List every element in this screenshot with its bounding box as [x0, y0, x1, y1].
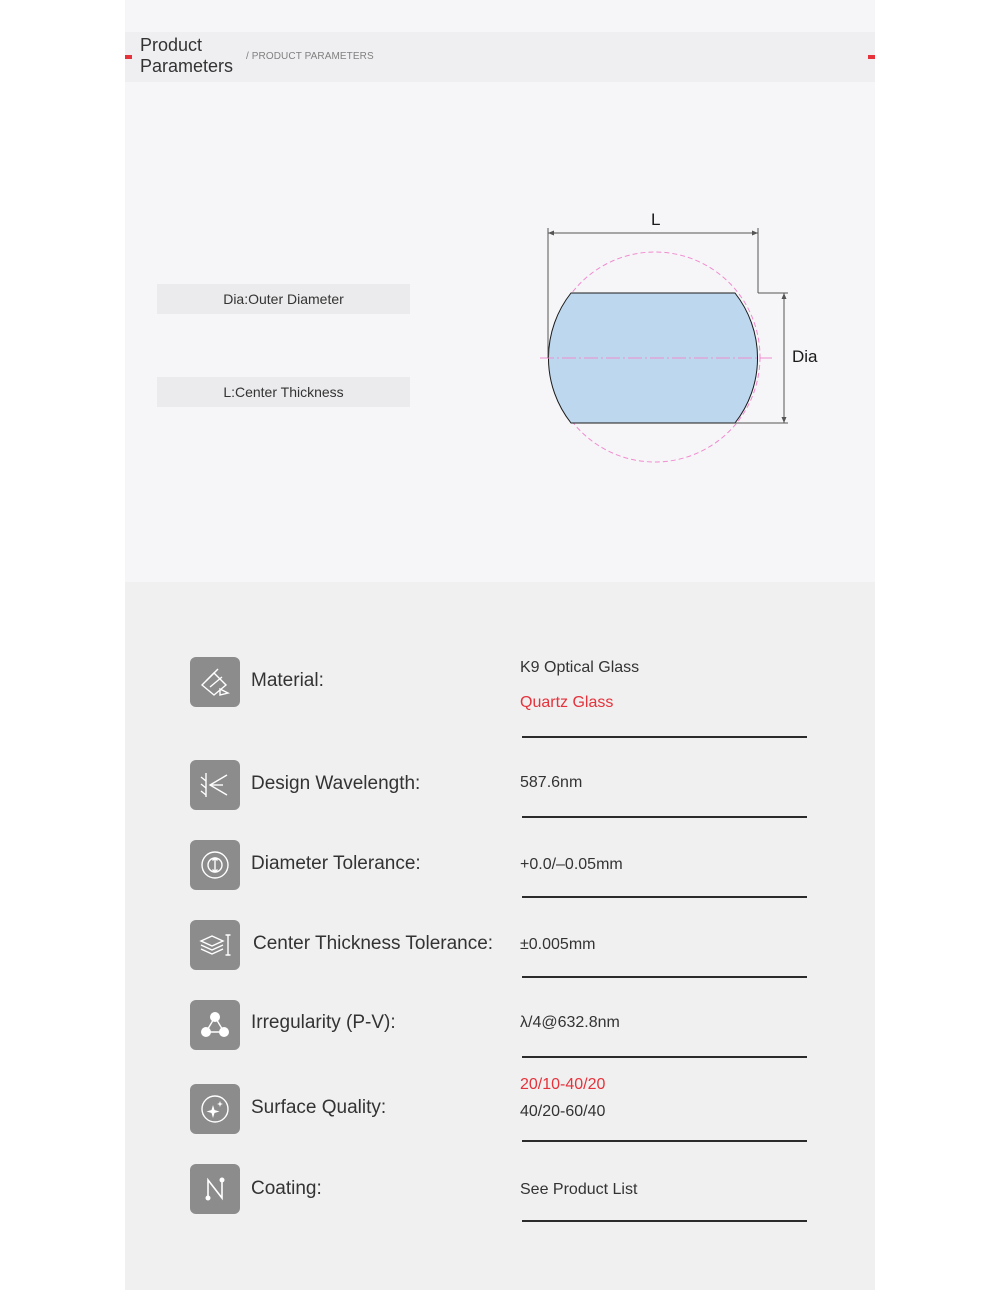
- param-label: Diameter Tolerance:: [251, 853, 421, 874]
- irregularity-icon: [190, 1000, 240, 1050]
- param-label: Design Wavelength:: [251, 773, 421, 794]
- wavelength-icon: [190, 760, 240, 810]
- row-divider: [522, 896, 807, 898]
- section-subtitle: / PRODUCT PARAMETERS: [246, 51, 374, 62]
- row-divider: [522, 1140, 807, 1142]
- param-label: Center Thickness Tolerance:: [253, 933, 494, 954]
- row-divider: [522, 1220, 807, 1222]
- param-value: ±0.005mm: [520, 936, 596, 953]
- header-accent-right: [868, 55, 875, 59]
- legend-center-thickness: L:Center Thickness: [157, 377, 410, 407]
- diameter-icon: [190, 840, 240, 890]
- header-accent-left: [125, 55, 132, 59]
- param-value: λ/4@632.8nm: [520, 1014, 620, 1031]
- legend-outer-diameter: Dia:Outer Diameter: [157, 284, 410, 314]
- lens-diagram: [530, 200, 830, 470]
- thickness-icon: [190, 920, 240, 970]
- param-value: See Product List: [520, 1181, 638, 1198]
- param-label: Irregularity (P-V):: [251, 1012, 396, 1033]
- row-divider: [522, 976, 807, 978]
- param-value-highlight: Quartz Glass: [520, 694, 614, 711]
- label-l: L: [651, 210, 661, 229]
- param-value: 587.6nm: [520, 774, 583, 791]
- section-title: Product Parameters: [140, 35, 234, 76]
- row-divider: [522, 1056, 807, 1058]
- param-label: Surface Quality:: [251, 1097, 387, 1118]
- row-divider: [522, 736, 807, 738]
- param-value: 40/20-60/40: [520, 1103, 606, 1120]
- surface-quality-icon: [190, 1084, 240, 1134]
- param-label: Coating:: [251, 1178, 322, 1199]
- param-value: +0.0/–0.05mm: [520, 856, 623, 873]
- param-value: K9 Optical Glass: [520, 659, 640, 676]
- coating-icon: [190, 1164, 240, 1214]
- row-divider: [522, 816, 807, 818]
- param-label: Material:: [251, 670, 324, 691]
- label-dia: Dia: [792, 347, 818, 366]
- param-value-highlight: 20/10-40/20: [520, 1076, 606, 1093]
- prism-icon: [190, 657, 240, 707]
